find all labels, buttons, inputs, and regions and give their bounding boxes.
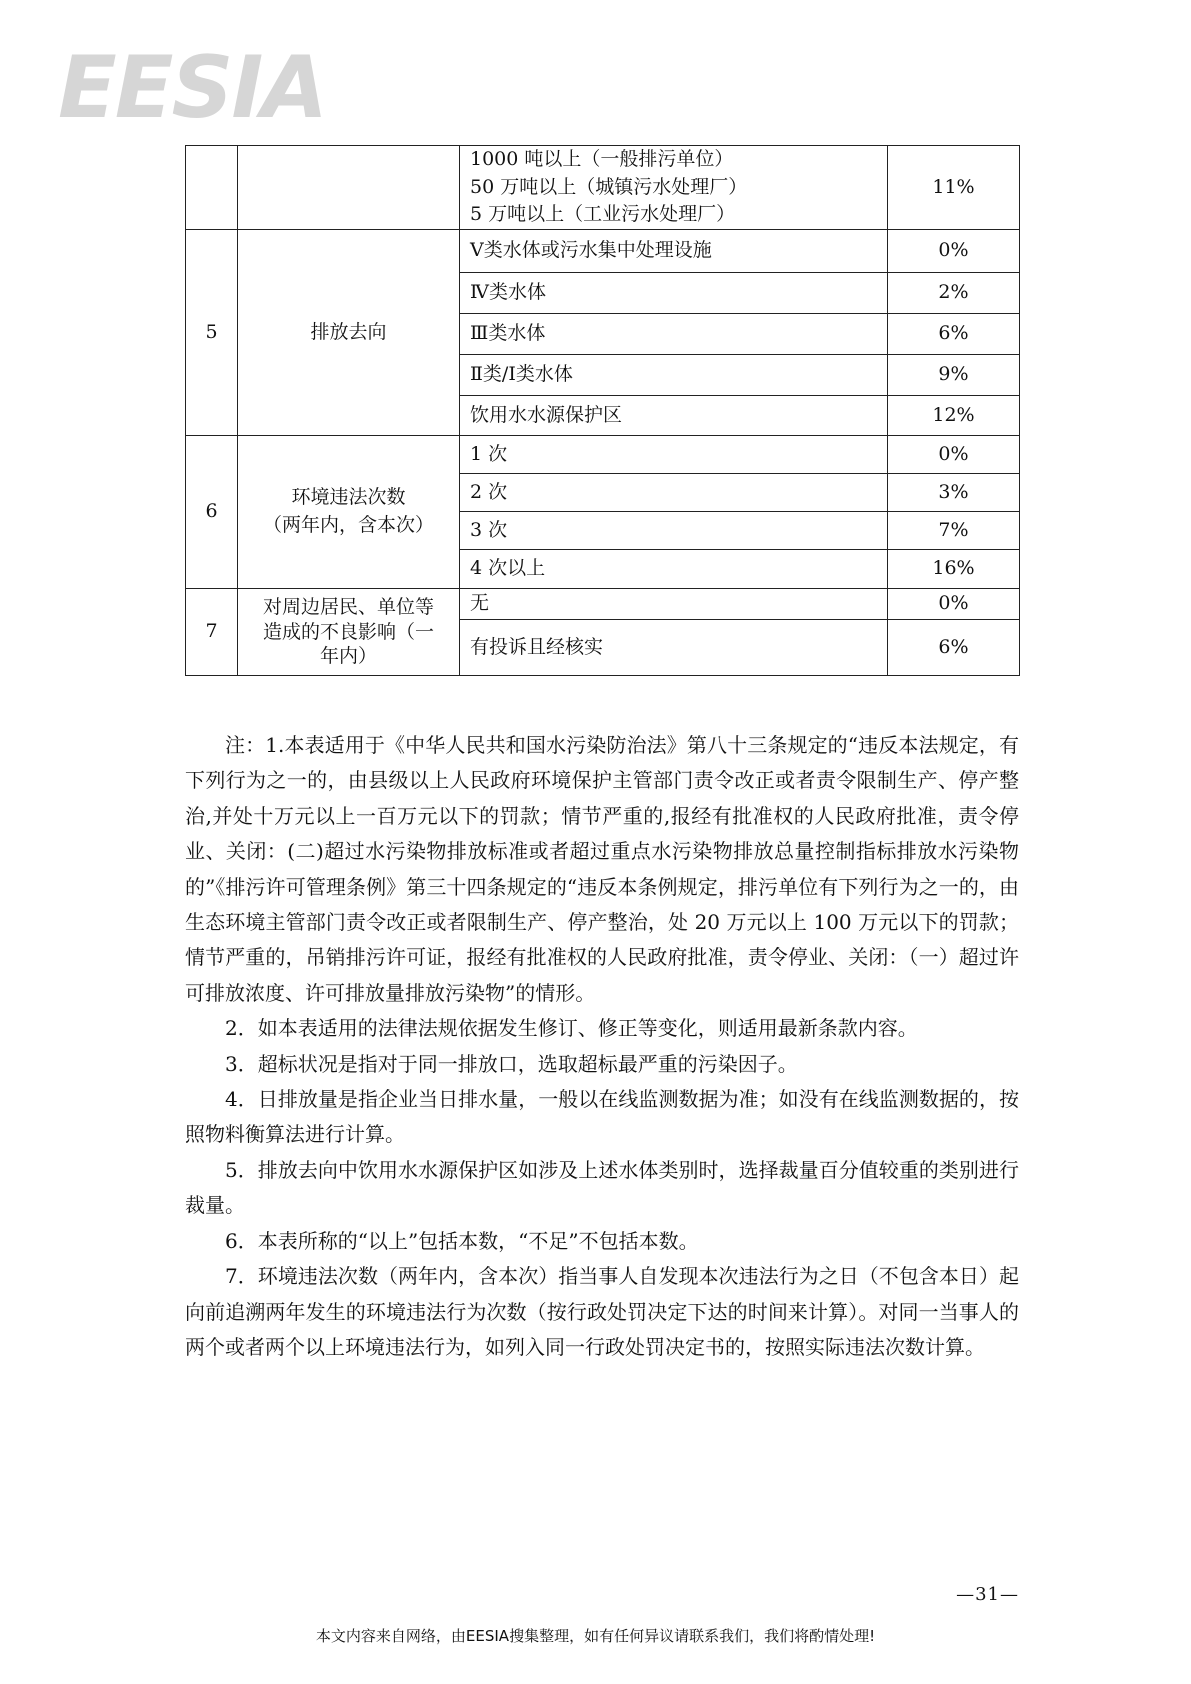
table-cell-no: 5 <box>186 230 238 436</box>
note-paragraph: 6．本表所称的“以上”包括本数，“不足”不包括本数。 <box>225 1228 699 1253</box>
eesia-logo: EESIA <box>58 38 326 138</box>
penalty-table <box>185 145 1020 676</box>
condition-line: 1000 吨以上（一般排污单位） <box>470 148 734 171</box>
table-cell-value: 16% <box>888 550 1020 589</box>
table-cell-item <box>238 146 460 230</box>
table-cell-value: 9% <box>888 355 1020 396</box>
table-cell-condition: Ⅳ类水体 <box>460 273 888 314</box>
item-line: 年内） <box>319 645 377 668</box>
table-row <box>186 230 1020 273</box>
item-line: 环境违法次数 <box>291 486 406 509</box>
table-cell-item <box>238 589 460 676</box>
item-line: 造成的不良影响（一 <box>262 620 434 643</box>
item-line: （两年内，含本次） <box>262 514 434 536</box>
item-line: 对周边居民、单位等 <box>262 595 434 618</box>
table-cell-value: 11% <box>888 146 1020 230</box>
table-row <box>186 436 1020 474</box>
note-paragraph: 2．如本表适用的法律法规依据发生修订、修正等变化，则适用最新条款内容。 <box>225 1016 918 1041</box>
table-cell-value: 0% <box>888 230 1020 273</box>
page-number: —31— <box>956 1584 1019 1605</box>
table-cell-condition: 无 <box>460 589 888 620</box>
table-cell-no: 7 <box>186 589 238 676</box>
table-cell-condition: Ⅱ类/Ⅰ类水体 <box>460 355 888 396</box>
table-row <box>186 589 1020 620</box>
table-row <box>186 146 1020 230</box>
table-cell-condition: 3 次 <box>460 512 888 550</box>
note-paragraph: 7．环境违法次数（两年内，含本次）指当事人自发现本次违法行为之日（不包含本日）起向前追溯两年发生的环境违法行为次数（按行政处罚决定下达的时间来计算）。对同一当事人的两个或者两个以上环境违法行为，如列入同一行政处罚决定书的，按照实际违法次数计算。 <box>185 1264 1019 1359</box>
table-cell-condition: Ⅴ类水体或污水集中处理设施 <box>460 230 888 273</box>
table-cell-value: 6% <box>888 314 1020 355</box>
table-cell-value: 0% <box>888 436 1020 474</box>
table-cell-value: 0% <box>888 589 1020 620</box>
table-cell-condition: 4 次以上 <box>460 550 888 589</box>
table-cell-condition: 1 次 <box>460 436 888 474</box>
table-cell-value: 2% <box>888 273 1020 314</box>
notes-section <box>185 728 1019 1365</box>
table-cell-item: 排放去向 <box>238 230 460 436</box>
note-paragraph: 4．日排放量是指企业当日排水量，一般以在线监测数据为准；如没有在线监测数据的，按照物料衡算法进行计算。 <box>185 1087 1019 1147</box>
table-cell-value: 12% <box>888 396 1020 436</box>
table-cell-condition: Ⅲ类水体 <box>460 314 888 355</box>
note-paragraph: 注：1.本表适用于《中华人民共和国水污染防治法》第八十三条规定的“违反本法规定，有下列行为之一的，由县级以上人民政府环境保护主管部门责令改正或者责令限制生产、停产整治,并处十万元以上一百万元以下的罚款；情节严重的,报经有批准权的人民政府批准，责令停业、关闭：(二)超过水污染物排放标准或者超过重点水污染物排放总量控制指标排放水污染物的”《排污许可管理条例》第三十四条规定的“违反本条例规定，排污单位有下列行为之一的，由生态环境主管部门责令改正或者限制生产、停产整治，处 20 万元以上 100 万元以下的罚款；情节严重的，吊销排污许可证，报经有批准权的人民政府批准，责令停业、关闭：（一）超过许可排放浓度、许可排放量排放污染物”的情形。 <box>185 733 1019 1005</box>
table-cell-no: 6 <box>186 436 238 589</box>
table-cell-condition <box>460 146 888 230</box>
table-cell-no <box>186 146 238 230</box>
condition-line: 50 万吨以上（城镇污水处理厂） <box>470 175 748 198</box>
table-cell-value: 3% <box>888 474 1020 512</box>
table-cell-condition: 饮用水水源保护区 <box>460 396 888 436</box>
footer-disclaimer: 本文内容来自网络，由EESIA搜集整理，如有任何异议请联系我们，我们将酌情处理! <box>315 1627 876 1645</box>
table-cell-condition: 2 次 <box>460 474 888 512</box>
table-cell-value: 7% <box>888 512 1020 550</box>
table-cell-value: 6% <box>888 620 1020 676</box>
table-cell-condition: 有投诉且经核实 <box>460 620 888 676</box>
note-paragraph: 3．超标状况是指对于同一排放口，选取超标最严重的污染因子。 <box>225 1051 798 1076</box>
table-cell-item <box>238 436 460 589</box>
condition-line: 5 万吨以上（工业污水处理厂） <box>470 203 736 226</box>
note-paragraph: 5．排放去向中饮用水水源保护区如涉及上述水体类别时，选择裁量百分值较重的类别进行裁量。 <box>185 1157 1019 1218</box>
